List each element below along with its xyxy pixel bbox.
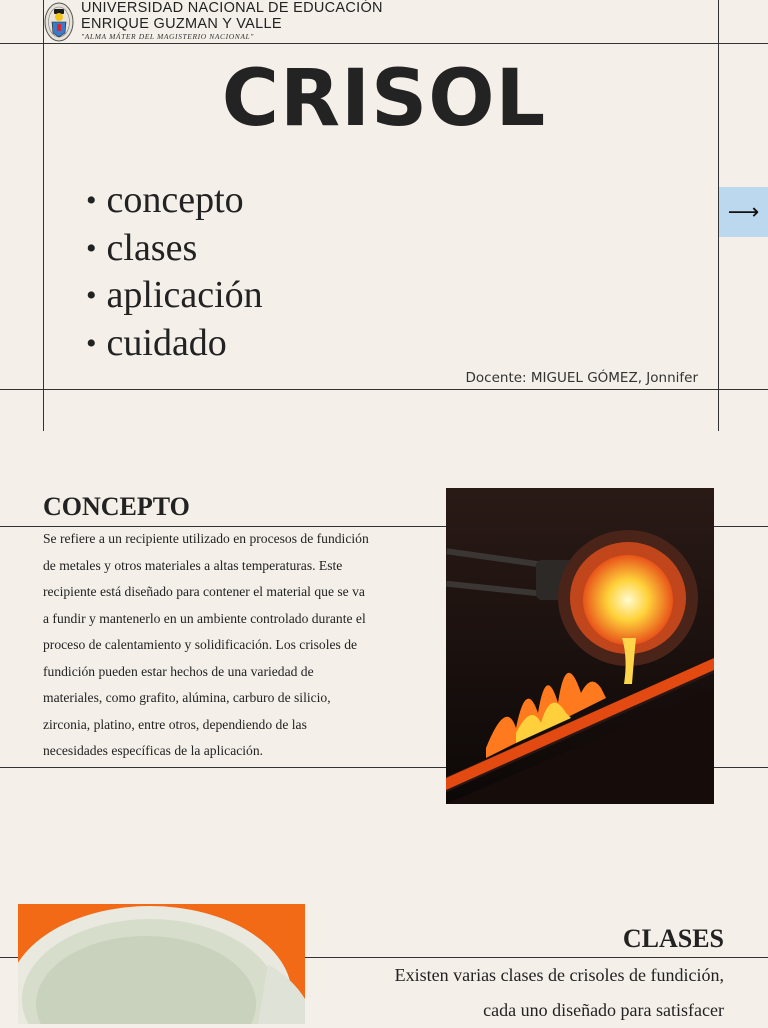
concepto-line: recipiente está diseñado para contener el material que se va xyxy=(43,584,365,599)
concepto-line: a fundir y mantenerlo en un ambiente controlado durante el xyxy=(43,610,366,626)
university-name xyxy=(81,0,383,41)
university-name-line1: UNIVERSIDAD NACIONAL DE EDUCACIÓN xyxy=(81,0,383,16)
clases-line: Existen varias clases de crisoles de fundición, xyxy=(394,965,724,985)
concepto-line: fundición pueden estar hechos de una variedad de xyxy=(43,663,314,679)
teacher-credit: Docente: MIGUEL GÓMEZ, Jonnifer xyxy=(465,370,698,386)
concepto-line: proceso de calentamiento y solidificación. Los crisoles de xyxy=(43,637,358,652)
concepto-line: de metales y otros materiales a altas temperaturas. Este xyxy=(43,557,343,573)
arrow-right-icon: ⟶ xyxy=(727,199,760,225)
clases-heading: CLASES xyxy=(622,924,724,953)
clases-line: cada uno diseñado para satisfacer xyxy=(483,1000,724,1020)
concepto-line: Se refiere a un recipiente utilizado en procesos de fundición xyxy=(43,531,369,546)
divider-cover-bottom xyxy=(0,389,768,390)
university-logo xyxy=(44,2,74,42)
topic-item-aplicacion: • aplicación xyxy=(86,273,263,321)
university-motto: "ALMA MÁTER DEL MAGISTERIO NACIONAL" xyxy=(81,32,255,41)
concepto-heading: CONCEPTO xyxy=(43,492,190,521)
topic-item-clases: • clases xyxy=(86,226,263,274)
next-page-button[interactable] xyxy=(719,187,768,237)
university-name-line2: ENRIQUE GUZMAN Y VALLE xyxy=(81,16,282,32)
concepto-line: necesidades específicas de la aplicación. xyxy=(43,743,264,758)
molten-metal-photo xyxy=(446,488,714,804)
white-crucible-photo xyxy=(18,904,305,1024)
topic-item-cuidado: • cuidado xyxy=(86,321,263,369)
topic-item-concepto: • concepto xyxy=(86,178,263,226)
page-title: CRISOL xyxy=(221,54,547,144)
concepto-paragraph xyxy=(43,526,429,765)
concepto-line: materiales, como grafito, alúmina, carburo de silicio, xyxy=(43,690,331,705)
topic-list xyxy=(86,178,263,368)
divider-top xyxy=(0,43,768,44)
concepto-line: zirconia, platino, entre otros, dependiendo de las xyxy=(43,716,307,732)
clases-paragraph xyxy=(324,958,724,1028)
